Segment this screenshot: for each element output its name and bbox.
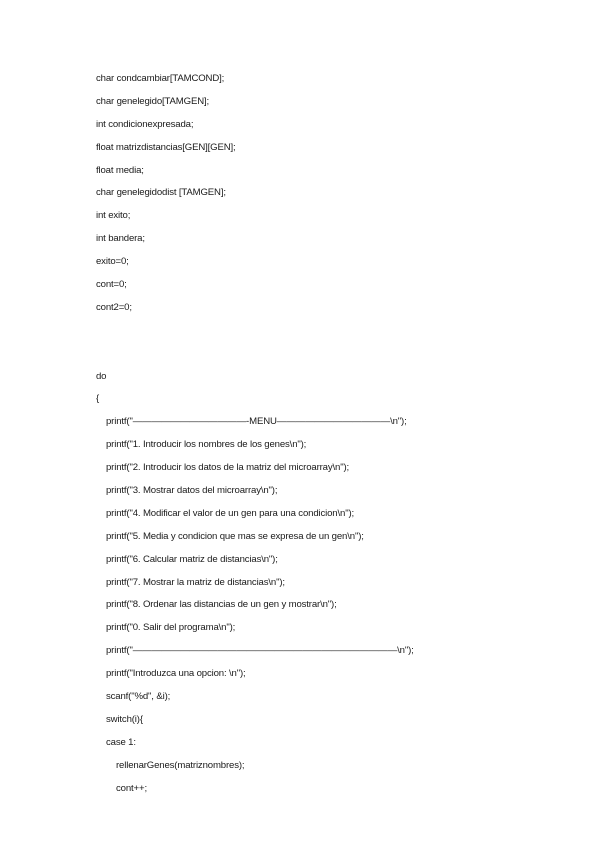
code-line: int exito; [96,210,131,222]
code-line: scanf("%d", &i); [106,691,171,703]
blank-line [0,320,599,343]
code-line: cont=0; [96,279,127,291]
code-line: char genelegido[TAMGEN]; [96,95,210,107]
code-line: char genelegidodist [TAMGEN]; [96,187,226,199]
code-line: float matrizdistancias[GEN][GEN]; [96,141,236,153]
code-line: printf("8. Ordenar las distancias de un gen y mostrar\n"); [106,599,337,611]
code-line: printf("Introduzca una opcion: \n"); [106,668,246,680]
code-line: printf("2. Introducir los datos de la matriz del microarray\n"); [106,462,350,474]
code-line: cont2=0; [96,301,132,313]
code-line: rellenarGenes(matriznombres); [116,759,245,771]
code-line: printf("7. Mostrar la matriz de distancias\n"); [106,576,285,588]
code-line: do [96,370,107,382]
code-listing [0,68,599,801]
code-line: { [96,393,100,405]
code-line: printf("————————————-MENU————————————\n"); [106,416,407,428]
code-line: cont++; [116,782,147,794]
code-line: int condicionexpresada; [96,118,194,130]
code-line: printf("5. Media y condicion que mas se expresa de un gen\n"); [106,530,364,542]
code-line: printf("6. Calcular matriz de distancias\n"); [106,553,278,565]
code-line: case 1: [106,736,136,748]
code-line: printf("4. Modificar el valor de un gen para una condicion\n"); [106,507,355,519]
code-line: int bandera; [96,233,145,245]
code-line: printf("1. Introducir los nombres de los genes\n"); [106,439,307,451]
blank-line [0,343,599,366]
code-line: switch(i){ [106,713,143,725]
code-line: printf("3. Mostrar datos del microarray\n"); [106,485,278,497]
code-line: exito=0; [96,256,129,268]
code-line: printf("————————————————————————————\n"); [106,645,414,657]
code-line: float media; [96,164,144,176]
code-line: printf("0. Salir del programa\n"); [106,622,236,634]
code-line: char condcambiar[TAMCOND]; [96,73,225,84]
